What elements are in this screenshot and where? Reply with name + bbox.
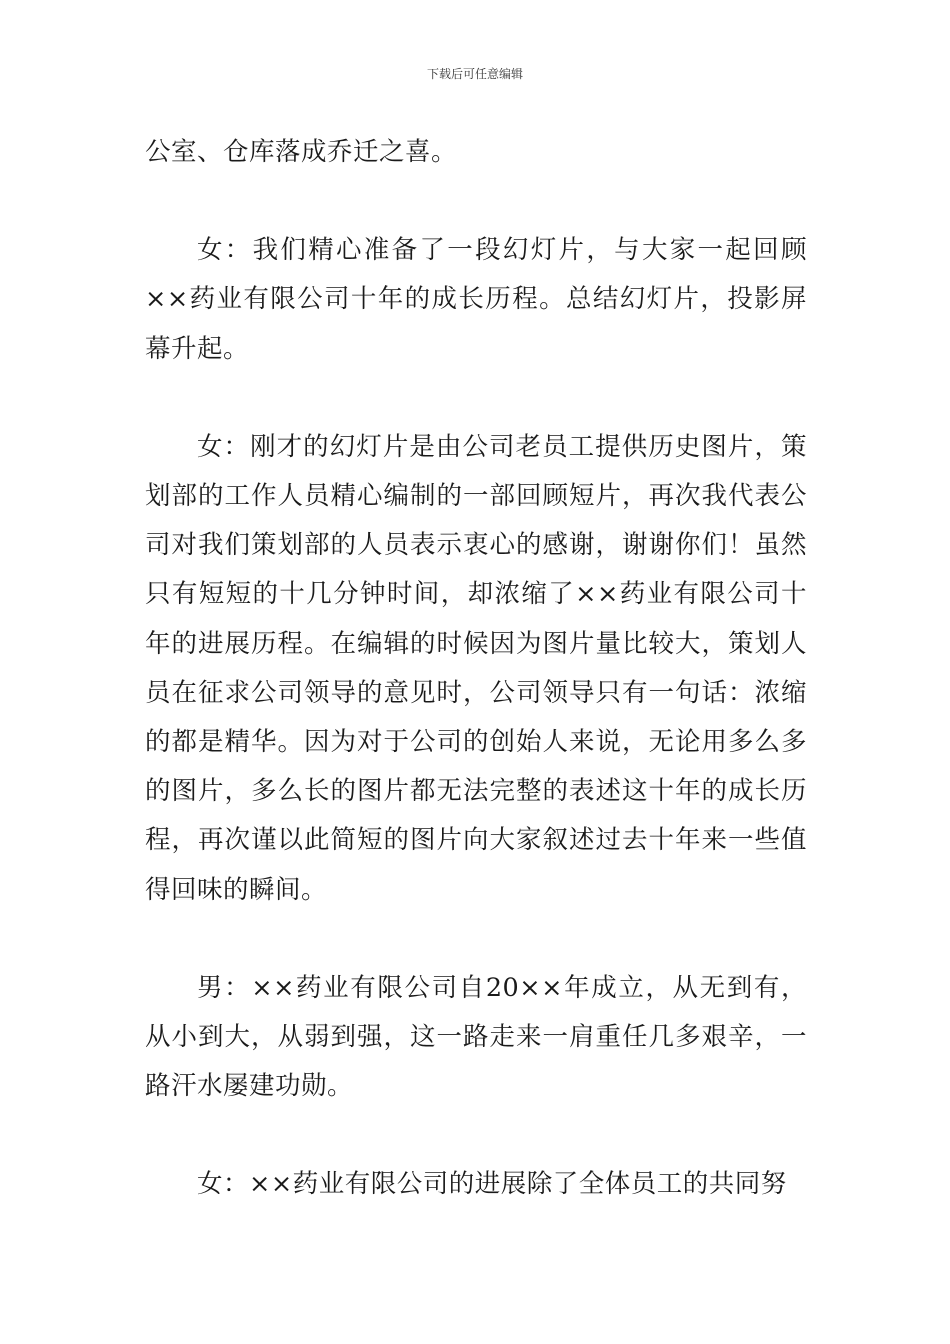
paragraph-company-history: 男：××药业有限公司自20××年成立，从无到有，从小到大，从弱到强，这一路走来一肩重任几多艰辛，一路汗水屡建功勋。	[145, 972, 807, 1102]
document-body	[145, 128, 807, 1210]
paragraph-continuation: 公室、仓库落成乔迁之喜。	[145, 137, 458, 167]
paragraph-gap	[145, 374, 807, 423]
paragraph-slideshow-thanks: 女：刚才的幻灯片是由公司老员工提供历史图片，策划部的工作人员精心编制的一部回顾短片，再次我代表公司对我们策划部的人员表示衷心的感谢，谢谢你们！虽然只有短短的十几分钟时间，却浓缩了××药业有限公司十年的进展历程。在编辑的时候因为图片量比较大，策划人员在征求公司领导的意见时，公司领导只有一句话：浓缩的都是精华。因为对于公司的创始人来说，无论用多么多的图片，多么长的图片都无法完整的表述这十年的成长历程，再次谨以此简短的图片向大家叙述过去十年来一些值得回味的瞬间。	[145, 431, 807, 905]
page-header: 下载后可任意编辑	[426, 67, 523, 81]
paragraph-company-progress: 女：××药业有限公司的进展除了全体员工的共同努	[197, 1169, 787, 1200]
paragraph-slideshow-intro: 女：我们精心准备了一段幻灯片，与大家一起回顾××药业有限公司十年的成长历程。总结幻灯片，投影屏幕升起。	[145, 235, 807, 364]
paragraph-gap	[145, 915, 807, 964]
paragraph-gap	[145, 177, 807, 226]
paragraph-gap	[145, 1111, 807, 1160]
